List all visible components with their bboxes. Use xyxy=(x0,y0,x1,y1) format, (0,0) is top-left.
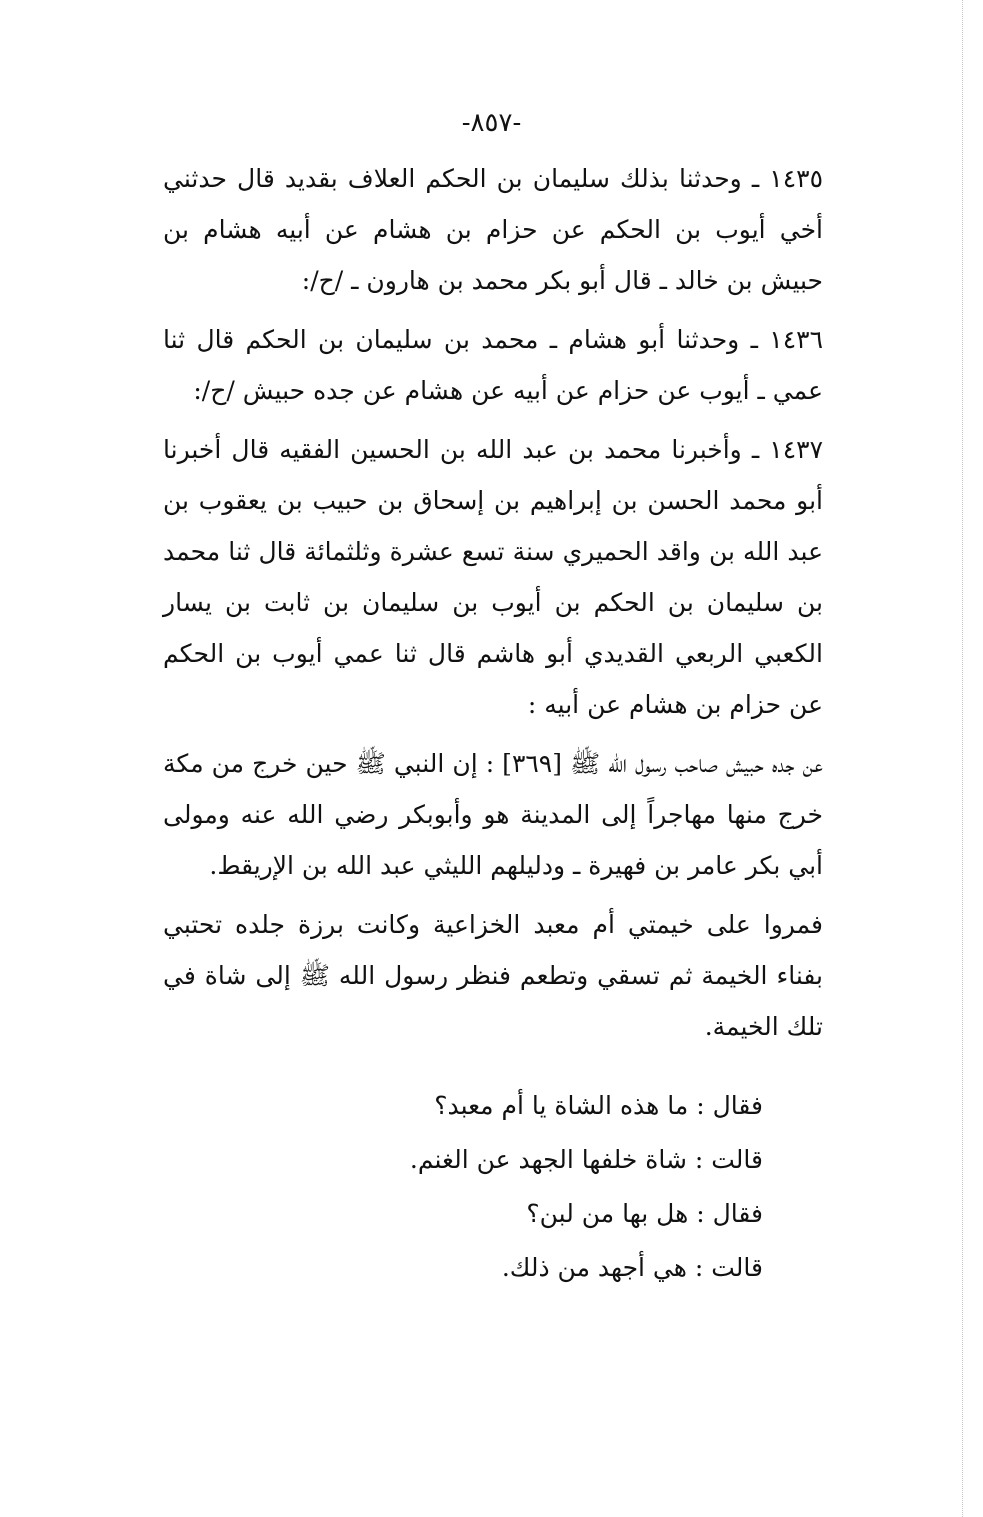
hadith-1436: ١٤٣٦ ـ وحدثنا أبو هشام ـ محمد بن سليمان بن الحكم قال ثنا عمي ـ أيوب عن حزام عن أبيه عن هشام عن جده حبيش /ح/: xyxy=(163,325,823,405)
dialogue-line: قالت : هي أجهد من ذلك. xyxy=(501,1253,763,1282)
hadith-1437-narration: عن جده حبيش صاحب رسول الله ﷺ [٣٦٩] : إن النبي ﷺ حين خرج من مكة خرج منها مهاجراً إلى المدينة هو وأبوبكر رضي الله عنه ومولى أبي بكر عامر بن فهيرة ـ ودليلهم الليثي عبد الله بن الإريقط. xyxy=(163,749,823,880)
hadith-1435: ١٤٣٥ ـ وحدثنا بذلك سليمان بن الحكم العلاف بقديد قال حدثني أخي أيوب بن الحكم عن حزام بن هشام عن أبيه هشام بن حبيش بن خالد ـ قال أبو بكر محمد بن هارون ـ /ح/: xyxy=(163,164,823,295)
dialogue-block xyxy=(163,1079,763,1295)
page-number: -٨٥٧- xyxy=(461,108,522,138)
dialogue-line: قالت : شاة خلفها الجهد عن الغنم. xyxy=(409,1145,763,1174)
main-text xyxy=(163,153,823,1060)
hadith-1437-chain: ١٤٣٧ ـ وأخبرنا محمد بن عبد الله بن الحسين الفقيه قال أخبرنا أبو محمد الحسن بن إبراهيم بن إسحاق بن حبيب بن يعقوب بن عبد الله بن واقد الحميري سنة تسع عشرة وثلثمائة قال ثنا محمد بن سليمان بن الحكم بن أيوب بن سليمان بن ثابت بن يسار الكعبي الربعي القديدي أبو هاشم قال ثنا عمي أيوب بن الحكم عن حزام بن هشام عن أبيه : xyxy=(163,435,823,719)
dialogue-line: فقال : ما هذه الشاة يا أم معبد؟ xyxy=(434,1091,763,1120)
dialogue-line: فقال : هل بها من لبن؟ xyxy=(526,1199,763,1228)
page-edge-rule xyxy=(962,0,963,1517)
hadith-1437-continuation: فمروا على خيمتي أم معبد الخزاعية وكانت برزة جلده تحتبي بفناء الخيمة ثم تسقي وتطعم فنظر رسول الله ﷺ إلى شاة في تلك الخيمة. xyxy=(163,910,823,1041)
